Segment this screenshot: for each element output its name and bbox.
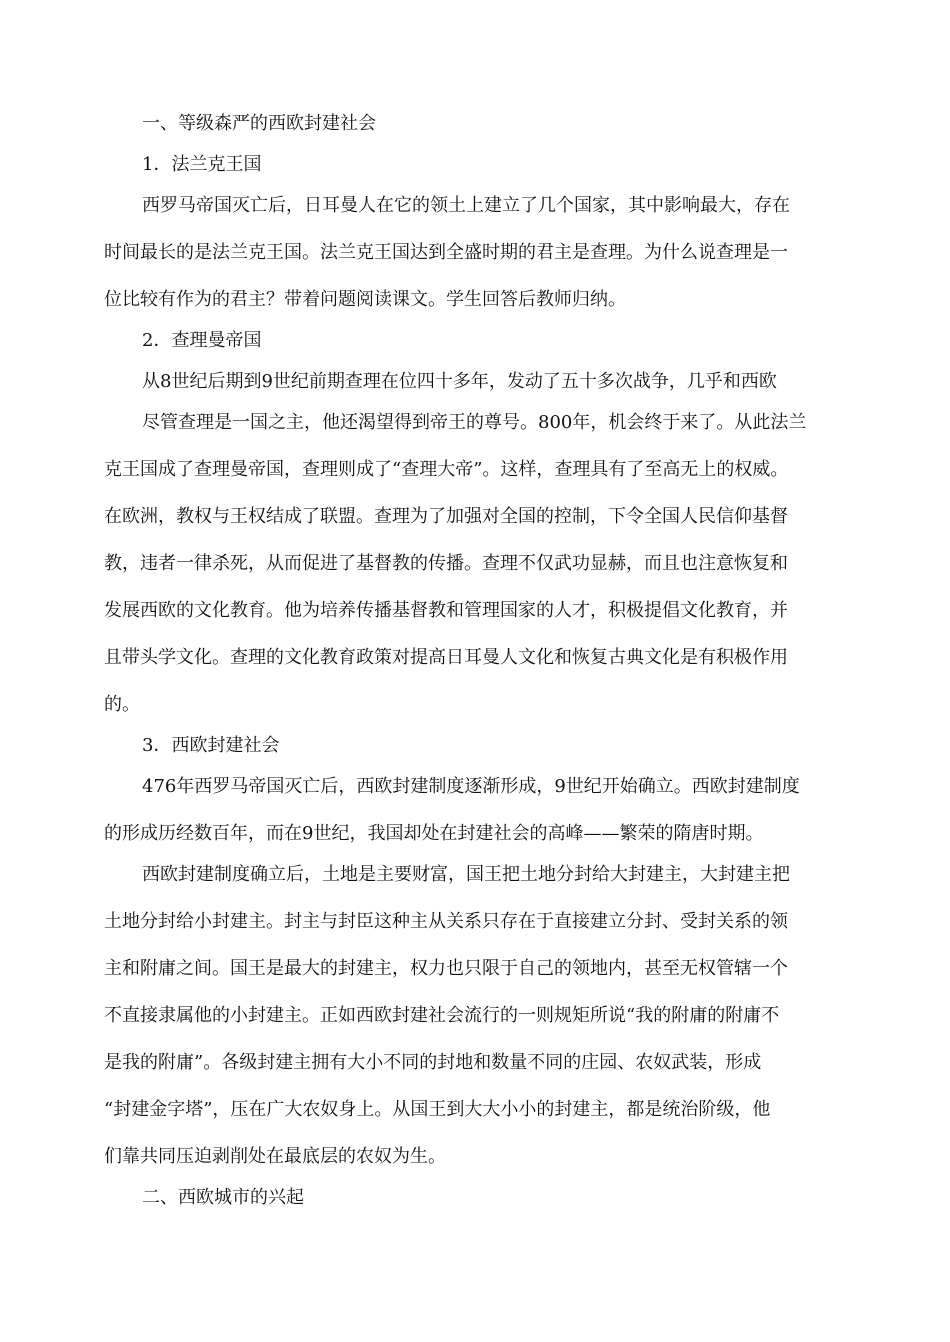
paragraph bbox=[104, 370, 848, 394]
section-heading: 一、等级森严的西欧封建社会 bbox=[142, 113, 376, 134]
paragraph-line: 西罗马帝国灭亡后，日耳曼人在它的领土上建立了几个国家，其中影响最大，存在 bbox=[142, 195, 790, 216]
paragraph-line: 克王国成了查理曼帝国，查理则成了“查理大帝”。这样，查理具有了至高无上的权威。 bbox=[104, 459, 789, 480]
paragraph-line: 西欧封建制度确立后，土地是主要财富，国王把土地分封给大封建主，大封建主把 bbox=[142, 864, 790, 885]
paragraph bbox=[104, 863, 848, 1169]
paragraph-line: 不直接隶属他的小封建主。正如西欧封建社会流行的一则规矩所说“我的附庸的附庸不 bbox=[104, 1005, 780, 1026]
paragraph-line: 的形成历经数百年，而在9世纪，我国却处在封建社会的高峰——繁荣的隋唐时期。 bbox=[104, 823, 764, 844]
paragraph-line: 在欧洲，教权与王权结成了联盟。查理为了加强对全国的控制，下令全国人民信仰基督 bbox=[104, 506, 788, 527]
paragraph-line: “封建金字塔”，压在广大农奴身上。从国王到大大小小的封建主，都是统治阶级，他 bbox=[104, 1099, 771, 1120]
paragraph-line: 且带头学文化。查理的文化教育政策对提高日耳曼人文化和恢复古典文化是有积极作用 bbox=[104, 647, 788, 668]
paragraph-line: 土地分封给小封建主。封主与封臣这种主从关系只存在于直接建立分封、受封关系的领 bbox=[104, 911, 788, 932]
paragraph-line: 们靠共同压迫剥削处在最底层的农奴为生。 bbox=[104, 1146, 446, 1167]
paragraph-line: 时间最长的是法兰克王国。法兰克王国达到全盛时期的君主是查理。为什么说查理是一 bbox=[104, 242, 788, 263]
subsection-heading: 2．查理曼帝国 bbox=[142, 330, 262, 351]
paragraph-line: 教，违者一律杀死，从而促进了基督教的传播。查理不仅武功显赫，而且也注意恢复和 bbox=[104, 553, 788, 574]
paragraph-line: 476年西罗马帝国灭亡后，西欧封建制度逐渐形成，9世纪开始确立。西欧封建制度 bbox=[142, 776, 800, 797]
paragraph-line: 的。 bbox=[104, 694, 140, 715]
paragraph bbox=[104, 194, 848, 312]
document-page bbox=[104, 112, 848, 1227]
paragraph-line: 从8世纪后期到9世纪前期查理在位四十多年，发动了五十多次战争，几乎和西欧 bbox=[142, 371, 777, 392]
section-heading: 二、西欧城市的兴起 bbox=[142, 1187, 304, 1208]
paragraph bbox=[104, 775, 848, 846]
paragraph-line: 主和附庸之间。国王是最大的封建主，权力也只限于自己的领地内，甚至无权管辖一个 bbox=[104, 958, 788, 979]
paragraph-line: 发展西欧的文化教育。他为培养传播基督教和管理国家的人才，积极提倡文化教育，并 bbox=[104, 600, 788, 621]
paragraph-line: 是我的附庸”。各级封建主拥有大小不同的封地和数量不同的庄园、农奴武装，形成 bbox=[104, 1052, 762, 1073]
subsection-heading: 1．法兰克王国 bbox=[142, 154, 262, 175]
subsection-heading: 3．西欧封建社会 bbox=[142, 735, 280, 756]
paragraph bbox=[104, 411, 848, 717]
paragraph-line: 尽管查理是一国之主，他还渴望得到帝王的尊号。800年，机会终于来了。从此法兰 bbox=[142, 412, 807, 433]
paragraph-line: 位比较有作为的君主？带着问题阅读课文。学生回答后教师归纳。 bbox=[104, 289, 626, 310]
